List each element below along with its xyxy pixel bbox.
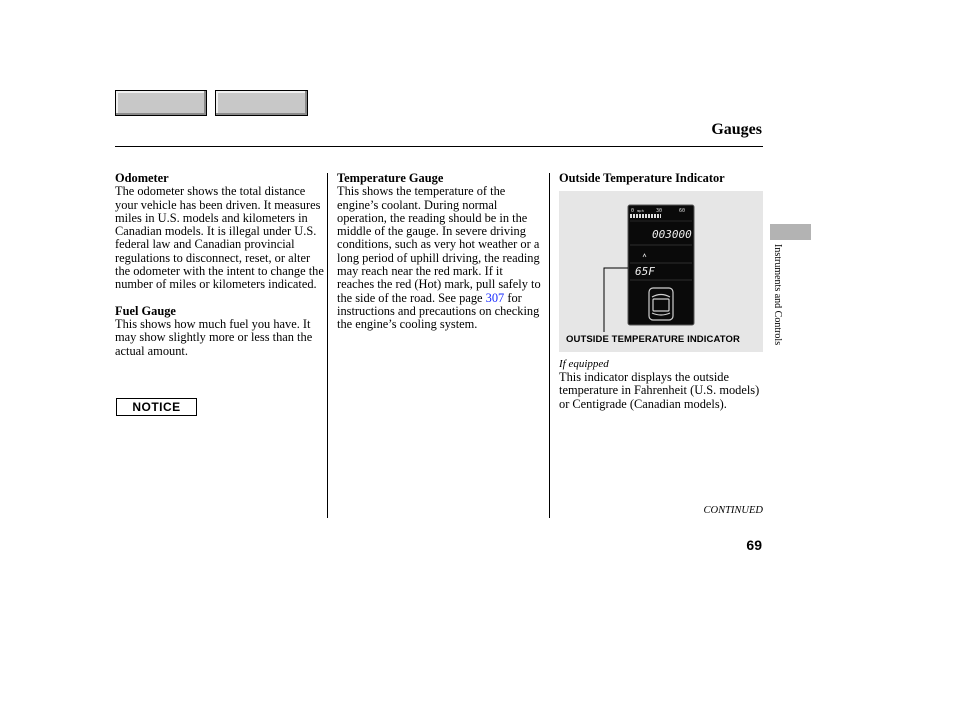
speed-scale-60: 60 (679, 208, 686, 214)
speed-scale-30: 30 (656, 208, 663, 214)
section-tab (770, 224, 811, 240)
odometer-display: 003000 (652, 228, 692, 241)
temperature-text-part1: This shows the temperature of the engine’s coolant. During normal operation, the reading should be in the middle of the gauge. In severe driving conditions, such as very hot weather or a long period of uphill driving, the reading may reach near the red mark. If it reaches the red (Hot) mark, pull safely to the side of the road. See page (337, 184, 541, 305)
column-divider-1 (327, 173, 328, 518)
nav-button-previous[interactable] (115, 90, 207, 116)
column-divider-2 (549, 173, 550, 518)
column-right-heading (559, 172, 764, 185)
if-equipped-note: If equipped (559, 358, 609, 370)
column-left (115, 172, 325, 358)
fuel-gauge-heading: Fuel Gauge (115, 303, 176, 318)
page-title: Gauges (711, 121, 762, 138)
temperature-text-part2: for instructions and precautions on checking the engine’s cooling system. (337, 290, 540, 332)
temperature-gauge-text (337, 185, 542, 331)
instrument-cluster-illustration (559, 191, 763, 352)
outside-temperature-figure (559, 191, 763, 352)
page-link-307[interactable]: 307 (485, 290, 505, 305)
notice-link[interactable]: NOTICE (116, 398, 197, 416)
column-middle (337, 172, 542, 332)
odometer-heading: Odometer (115, 171, 169, 185)
speed-scale-zero: 0 (631, 208, 635, 214)
callout-line (604, 268, 628, 332)
continued-label: CONTINUED (703, 505, 763, 516)
figure-caption: OUTSIDE TEMPERATURE INDICATOR (566, 334, 740, 345)
page-number: 69 (746, 537, 762, 553)
odometer-text: The odometer shows the total distance your vehicle has been driven. It measures miles in U.S. models and kilometers in Canadian models. It is illegal under U.S. federal law and Canadian provincial regulations to disconnect, reset, or alter the odometer with the intent to change the number of miles or kilometers indicated. (115, 184, 324, 292)
outside-temperature-text: This indicator displays the outside temperature in Fahrenheit (U.S. models) or Centigrade (Canadian models). (559, 370, 760, 411)
outside-temperature-heading: Outside Temperature Indicator (559, 171, 725, 185)
section-tab-label: Instruments and Controls (772, 244, 783, 346)
title-divider (115, 146, 763, 147)
nav-button-next[interactable] (215, 90, 308, 116)
speed-scale-unit: mph (637, 208, 644, 213)
outside-temperature-display: 65F (635, 265, 655, 278)
fuel-gauge-text: This shows how much fuel you have. It may show slightly more or less than the actual amount. (115, 316, 313, 358)
temperature-gauge-heading: Temperature Gauge (337, 171, 444, 185)
